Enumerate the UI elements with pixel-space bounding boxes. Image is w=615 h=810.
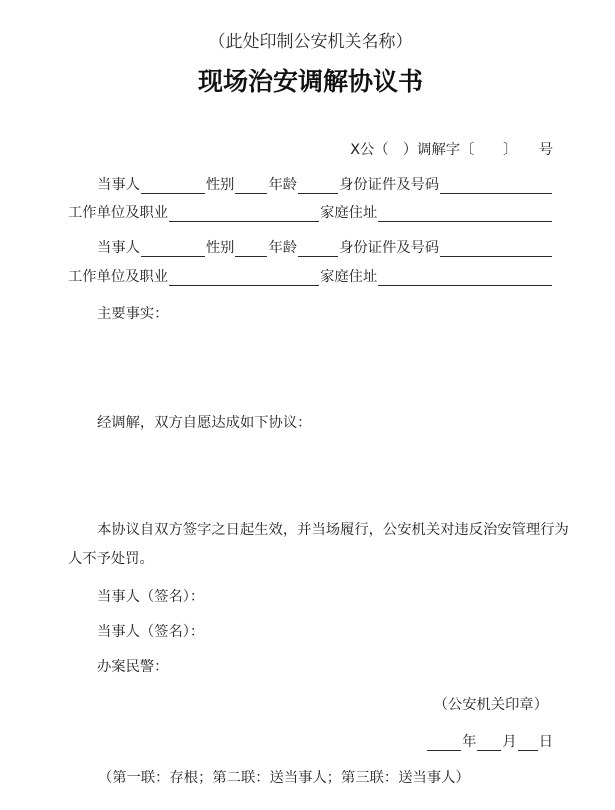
day-label: 日 [538,734,553,750]
id-number-label: 身份证件及号码 [339,177,440,193]
effect-clause-line-2: 人不予处罚。 [68,551,154,567]
gender-label: 性别 [205,177,235,193]
day-blank [518,732,538,751]
copies-note: （第一联：存根；第二联：送当事人；第三联：送当事人） [98,770,470,786]
month-blank [477,732,501,751]
address-label: 家庭住址 [320,269,378,285]
document-title: 现场治安调解协议书 [197,67,423,96]
police-seal-placeholder: （公安机关印章） [433,697,548,713]
id-number-blank [440,238,552,257]
party-2-identity-row [97,238,553,258]
age-blank [298,175,338,194]
age-label: 年龄 [268,177,298,193]
id-number-label: 身份证件及号码 [339,240,440,256]
party-1-identity-row [97,175,553,195]
party-label: 当事人 [97,177,140,193]
id-number-blank [440,175,552,194]
party-1-signature-label: 当事人（签名）： [97,589,205,605]
employer-blank [169,267,319,286]
address-blank [378,267,552,286]
employer-label: 工作单位及职业 [68,205,169,221]
effect-clause-line-1: 本协议自双方签字之日起生效，并当场履行，公安机关对违反治安管理行为 [97,522,569,538]
main-facts-label: 主要事实： [97,306,169,322]
employer-blank [169,203,319,222]
address-label: 家庭住址 [320,205,378,221]
party-2-signature-label: 当事人（签名）： [97,624,205,640]
month-label: 月 [502,734,517,750]
party-name-blank [141,175,205,194]
gender-blank [235,175,267,194]
year-blank [427,732,461,751]
party-label: 当事人 [97,240,140,256]
document-number: X公（ ）调解字〔 〕 号 [350,142,553,158]
officer-signature-label: 办案民警： [97,659,169,675]
age-label: 年龄 [268,240,298,256]
agreement-intro: 经调解，双方自愿达成如下协议： [97,415,312,431]
age-blank [298,238,338,257]
party-name-blank [141,238,205,257]
year-label: 年 [462,734,477,750]
date-row [426,732,553,752]
employer-label: 工作单位及职业 [68,269,169,285]
address-blank [378,203,552,222]
party-2-work-address-row [68,267,553,287]
gender-blank [235,238,267,257]
authority-name-placeholder: （此处印制公安机关名称） [208,32,413,52]
gender-label: 性别 [205,240,235,256]
party-1-work-address-row [68,203,553,223]
